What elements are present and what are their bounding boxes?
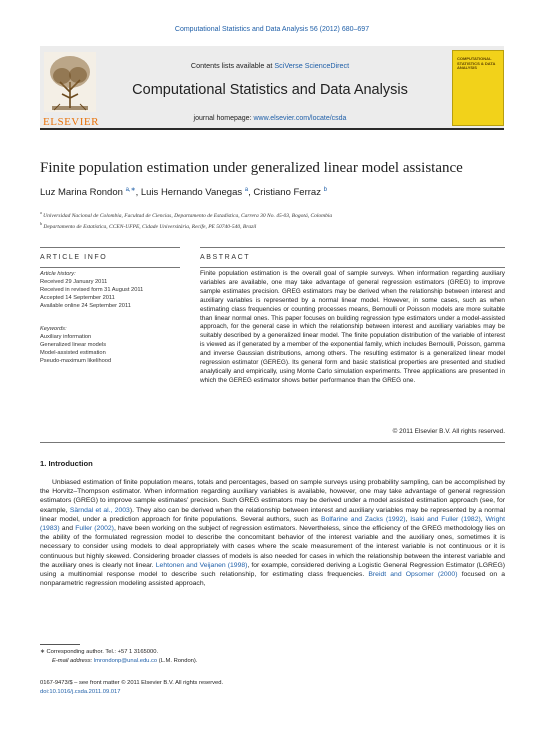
journal-homepage (100, 115, 440, 122)
author-list: Luz Marina Rondon $^{a,∗}$, Luis Hernando Vanegas $^a$, Cristiano Ferraz $^b$ (40, 187, 327, 199)
text-run: , have been working on the subject of regression estimators. Nevertheless, since the efficiency of the GREG methodology lies on the ability of the formulated regression model to describe the concomitant behavior of the interest variable and the auxiliary ones, sometimes it is necessary to consider using models to deal appropriately with cases where the scale measurement of the interest variable is not continuous or it is continuous but highly skewed. Considering broader classes of models is also needed for cases in which the relationship between the interest variable and the auxiliary ones is clearly not linear. (40, 525, 506, 569)
citation-link[interactable]: Breidt and Opsomer (2000) (368, 571, 458, 579)
section-heading-introduction: 1. Introduction (40, 459, 93, 468)
issn-line: 0167-9473/$ – see front matter © 2011 Elsevier B.V. All rights reserved. (40, 680, 224, 686)
article-info-rule-top (40, 247, 180, 248)
author-name: Luz Marina Rondon (40, 187, 123, 199)
affiliation (40, 210, 332, 219)
email-suffix: (L.M. Rondon). (157, 658, 198, 664)
footnote-rule (40, 644, 80, 645)
history-label: Article history: (40, 271, 76, 277)
history-item: Received 29 January 2011 (40, 279, 108, 285)
keyword-item: Auxiliary information (40, 334, 92, 340)
abstract-rule-bottom (200, 267, 505, 268)
citation-link[interactable]: Lehtonen and Veijanen (1998) (155, 561, 248, 569)
introduction-paragraph: Unbiased estimation of finite population means, totals and percentages, based on sample surveys using probability sampling, can be accomplished by the Horvitz–Thompson estimator. When information regarding auxiliary variables is available, however, one may take advantage of general regression estimators (GREG) to improve sample estimates' precision. Such GREG estimators may be derived under a model assisted estimation approach (see, for example, Särndal et al., 2003). They also can be derived when the relationship between interest and auxiliary variables may be represented by a normal linear model, under a prediction approach for finite populations. Several authors, such as Bolfarine and Zacks (1992), Isaki and Fuller (1982), Wright (1983) and Fuller (2002), have been working on the subject of regression estimators. Nevertheless, since the efficiency of the GREG methodology lies on the ability of the formulated regression model to describe the concomitant behavior of the interest variable and the auxiliary ones, sometimes it is necessary to consider using models to deal appropriately with cases where the scale measurement of the interest variable is not continuous or it is continuous but highly skewed. Considering broader classes of models is also needed for cases in which the relationship between the interest variable and the auxiliary ones is clearly not linear. Lehtonen and Veijanen (1998), for example, considered deriving a Logistic General Regression Estimator (LGREG) using a multinomial response model to describe such relationship, for estimating class frequencies. Breidt and Opsomer (2000) focused on a nonparametric regression modeling assisted approach, (40, 479, 506, 588)
abstract-heading: ABSTRACT (200, 254, 251, 261)
abstract-copyright: © 2011 Elsevier B.V. All rights reserved. (392, 428, 505, 435)
author-marks[interactable]: a,∗ (125, 187, 136, 193)
text-run: ). They also can be derived when the relationship between interest and auxiliary variables may be represented by a normal linear model, under a prediction approach for finite populations. Several authors, such as (40, 506, 506, 523)
abstract-body: Finite population estimation is the overall goal of sample surveys. When information regarding auxiliary variables are available, one may take advantage of general regression estimators (GREG) to improve sample estimates precision. GREG estimators may be derived when the relationship between interest and auxiliary variables is represented by a normal linear model. However, in some cases, such as when estimating class frequencies or counting processes means, Bernoulli or Poisson models are more suitable than linear normal ones. This paper focuses on building regression type estimators under a model-assisted approach, for the general case in which the relationship between interest and auxiliary variables may be suitably described by a generalized linear model. The finite population distribution of the variable of interest is viewed as if generated by a member of the exponential family, which includes Bernoulli, Poisson, gamma and inverse Gaussian distributions, among others. The resulting estimator is a generalized linear model regression estimator (GEREG). Its general form and basic statistical properties are presented and studied analytically and empirically, using Monte Carlo simulation experiments. Three applications are presented in which the GEREG estimator shows better performance than the GREG one. (200, 270, 505, 384)
history-item: Received in revised form 31 August 2011 (40, 287, 144, 293)
citation-link[interactable]: Särndal et al., 2003 (69, 506, 130, 514)
article-info-rule-bottom (40, 267, 180, 268)
text-run: Unbiased estimation of finite population means, totals and percentages, based on sample surveys using probability sampling, can be accomplished by the Horvitz–Thompson estimator. When information regarding auxiliary variables is available, however, one may take advantage of general regression estimators (GREG) to improve sample estimates' precision. Such GREG estimators may be derived under a model assisted estimation approach (see, for example, (40, 479, 505, 514)
author-marks[interactable]: a (244, 187, 249, 193)
affiliation (40, 221, 256, 230)
author-name: Cristiano Ferraz (253, 187, 321, 199)
paper-title: Finite population estimation under generalized linear model assistance (40, 160, 463, 176)
affiliation-text: Universidad Nacional de Colombia, Facultad de Ciencias, Departamento de Estadística, Carrera 30 No. 45-03, Bogotá, Colombia (43, 212, 333, 219)
keyword-item: Generalized linear models (40, 342, 107, 348)
keyword-item: Pseudo-maximum likelihood (40, 358, 112, 364)
sciverse-link[interactable]: SciVerse ScienceDirect (274, 61, 350, 70)
publisher-name: ELSEVIER (43, 116, 99, 128)
journal-citation[interactable]: Computational Statistics and Data Analysis 56 (2012) 680–697 (174, 26, 370, 33)
article-info-heading: ARTICLE INFO (40, 254, 108, 261)
journal-title: Computational Statistics and Data Analysis (132, 82, 408, 98)
doi-line (40, 689, 120, 695)
footnote-corresponding (40, 649, 158, 655)
history-item: Accepted 14 September 2011 (40, 295, 115, 301)
citation-link[interactable]: Bolfarine and Zacks (1992) (321, 515, 406, 523)
email-link[interactable]: lmrondonp@unal.edu.co (93, 658, 158, 664)
homepage-link[interactable]: www.elsevier.com/locate/csda (253, 115, 347, 122)
footnote-email (52, 658, 197, 664)
affiliation-mark: b (40, 221, 42, 226)
affiliation-text: Departamento de Estatística, CCEN-UFPE, Cidade Universitária, Recife, PE 50740-540, Brazil (43, 223, 257, 230)
citation-link[interactable]: Isaki and Fuller (1982) (410, 515, 481, 523)
contents-prefix: Contents lists available at (190, 61, 275, 70)
email-label: E-mail address: (52, 658, 94, 664)
contents-availability (100, 61, 440, 70)
text-run: , for example, considered deriving a Logistic General Regression Estimator (LGREG) using a multinomial response model to describe such relationship, for estimating class frequencies. (40, 561, 505, 579)
abstract-rule-top (200, 247, 505, 248)
keywords-label: Keywords: (40, 326, 67, 332)
journal-cover-thumbnail (452, 50, 504, 126)
corresponding-author: Corresponding author. Tel.: +57 1 3165000. (46, 649, 159, 655)
author-marks[interactable]: b (323, 187, 327, 193)
keyword-item: Model-assisted estimation (40, 350, 106, 356)
homepage-prefix: journal homepage: (193, 115, 254, 122)
text-run: focused on a nonparametric regression modeling assisted approach, (40, 571, 506, 588)
cover-title: COMPUTATIONAL STATISTICS & DATA ANALYSIS (457, 56, 496, 71)
affiliation-mark: a (40, 210, 42, 215)
citation-link[interactable]: Fuller (2002) (75, 525, 114, 533)
citation-link[interactable]: Wright (1983) (40, 515, 506, 533)
footnote-mark: ∗ (40, 649, 45, 655)
doi-link[interactable]: doi:10.1016/j.csda.2011.09.017 (40, 689, 121, 695)
history-item: Available online 24 September 2011 (40, 303, 131, 309)
author-name: Luis Hernando Vanegas (140, 187, 243, 199)
abstract-end-rule (40, 442, 505, 443)
